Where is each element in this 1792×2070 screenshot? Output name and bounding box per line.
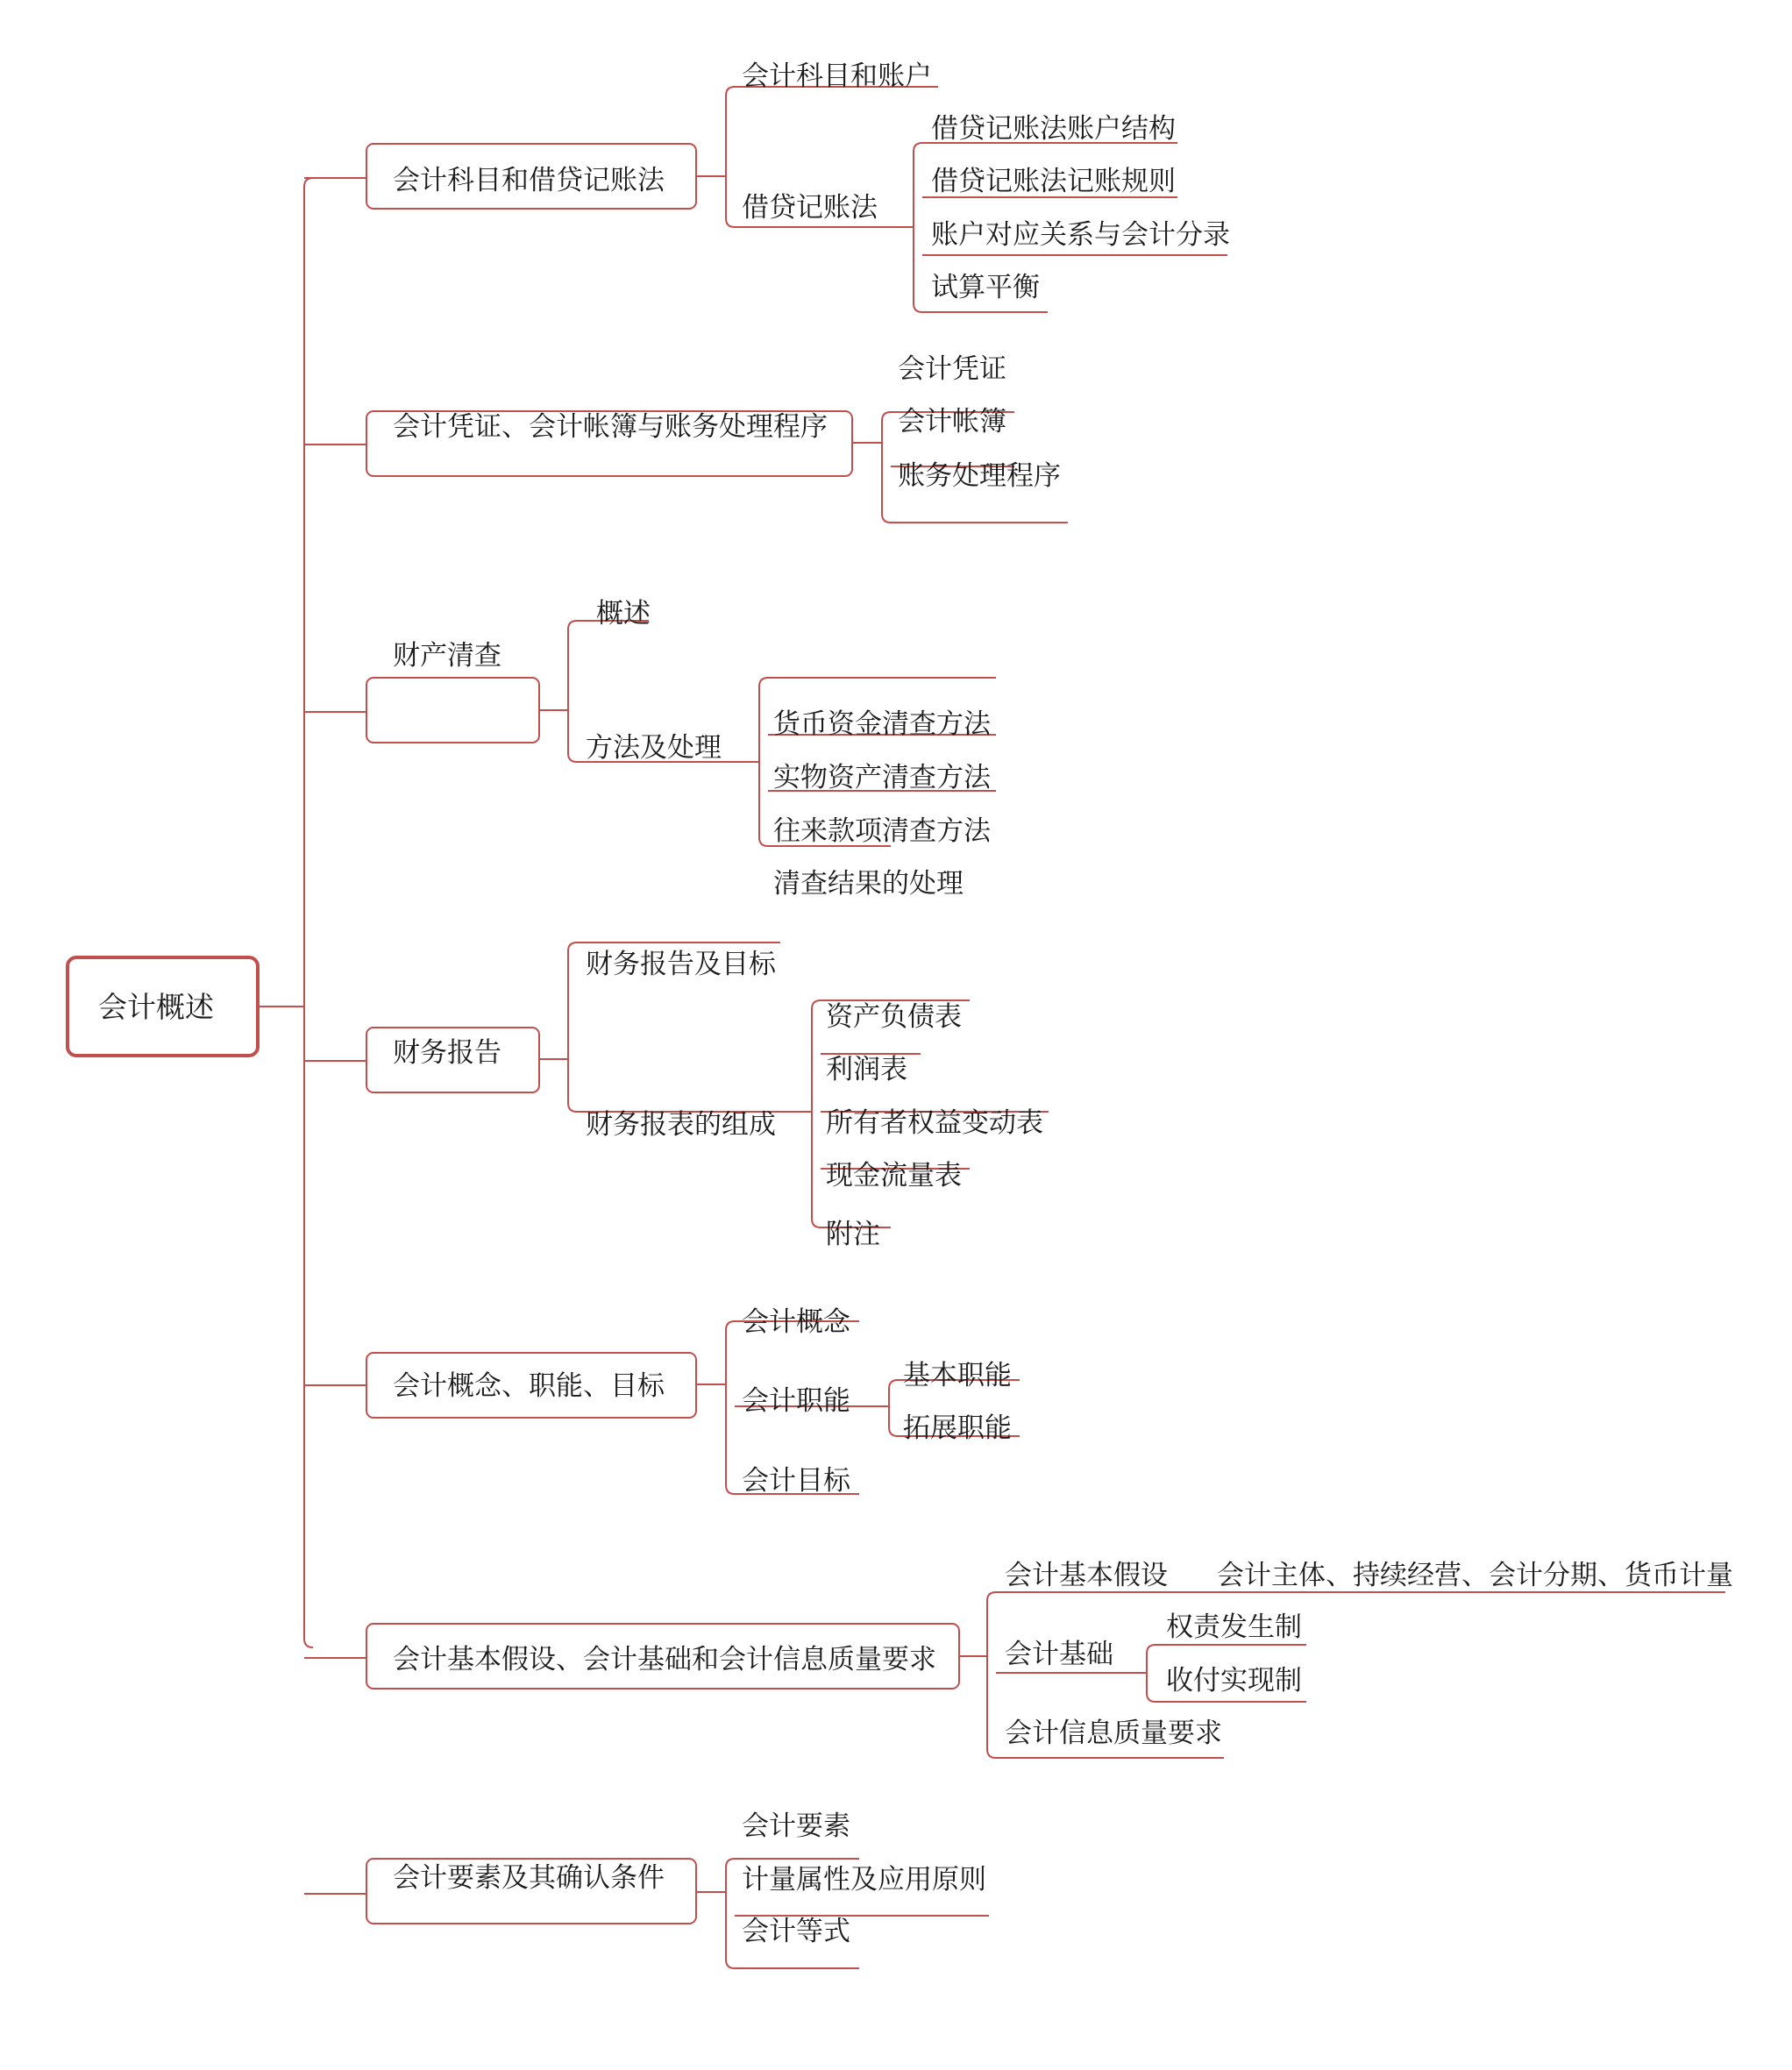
branch-node-label[interactable]: 财产清查 [393, 640, 501, 672]
branch-node-label[interactable]: 会计要素及其确认条件 [393, 1862, 665, 1894]
connector-line [726, 1859, 735, 1968]
topic-label[interactable]: 会计科目和账户 [742, 60, 932, 92]
subtopic-label[interactable]: 借贷记账法记账规则 [931, 166, 1176, 197]
branch-node-label[interactable]: 会计凭证、会计帐簿与账务处理程序 [393, 411, 828, 443]
subtopic-label[interactable]: 清查结果的处理 [773, 868, 964, 900]
subtopic-label[interactable]: 往来款项清查方法 [773, 815, 991, 847]
root-node-label[interactable]: 会计概述 [98, 990, 214, 1024]
subtopic-label[interactable]: 现金流量表 [826, 1160, 962, 1191]
connector-line [568, 943, 577, 1112]
subtopic-label[interactable]: 试算平衡 [931, 272, 1040, 303]
topic-label[interactable]: 借贷记账法 [742, 192, 878, 224]
subtopic-label[interactable]: 收付实现制 [1166, 1665, 1302, 1697]
connector-line [726, 1321, 735, 1494]
topic-label[interactable]: 财务报告及目标 [586, 949, 776, 980]
branch-node-label[interactable]: 财务报告 [393, 1037, 501, 1069]
subtopic-label[interactable]: 拓展职能 [903, 1412, 1012, 1444]
subtopic-label[interactable]: 附注 [826, 1219, 880, 1250]
subtopic-label[interactable]: 基本职能 [903, 1360, 1012, 1391]
connector-line [882, 412, 891, 523]
branch-node-box [366, 678, 539, 743]
subtopic-label[interactable]: 利润表 [826, 1054, 907, 1085]
subtopic-label[interactable]: 会计主体、持续经营、会计分期、货币计量 [1217, 1560, 1733, 1591]
topic-label[interactable]: 会计帐簿 [898, 406, 1006, 437]
topic-label[interactable]: 会计基本假设 [1005, 1560, 1168, 1591]
topic-label[interactable]: 计量属性及应用原则 [742, 1864, 986, 1896]
topic-label[interactable]: 会计目标 [742, 1465, 850, 1497]
connector-line [759, 678, 768, 846]
topic-label[interactable]: 会计要素 [742, 1810, 850, 1842]
connector-line [1147, 1645, 1156, 1702]
branch-node-label[interactable]: 会计基本假设、会计基础和会计信息质量要求 [393, 1644, 936, 1675]
topic-label[interactable]: 概述 [596, 598, 651, 630]
topic-label[interactable]: 账务处理程序 [898, 460, 1061, 492]
connector-line [568, 621, 577, 762]
subtopic-label[interactable]: 账户对应关系与会计分录 [931, 219, 1230, 251]
connector-line [987, 1592, 996, 1758]
subtopic-label[interactable]: 所有者权益变动表 [826, 1107, 1043, 1139]
topic-label[interactable]: 会计基础 [1005, 1639, 1113, 1670]
topic-label[interactable]: 方法及处理 [586, 732, 722, 764]
topic-label[interactable]: 财务报表的组成 [586, 1109, 776, 1141]
topic-label[interactable]: 会计信息质量要求 [1005, 1718, 1222, 1749]
connector-line [726, 87, 735, 227]
topic-label[interactable]: 会计等式 [742, 1916, 850, 1947]
branch-node-label[interactable]: 会计概念、职能、目标 [393, 1370, 665, 1402]
connector-line [889, 1380, 898, 1436]
branch-node-label[interactable]: 会计科目和借贷记账法 [393, 165, 665, 196]
subtopic-label[interactable]: 借贷记账法账户结构 [931, 113, 1176, 145]
subtopic-label[interactable]: 实物资产清查方法 [773, 762, 991, 793]
subtopic-label[interactable]: 货币资金清查方法 [773, 708, 991, 740]
subtopic-label[interactable]: 权责发生制 [1166, 1611, 1302, 1643]
connector-line [914, 143, 922, 312]
subtopic-label[interactable]: 资产负债表 [826, 1001, 962, 1033]
connector-line [304, 178, 313, 1647]
topic-label[interactable]: 会计概念 [742, 1306, 850, 1338]
topic-label[interactable]: 会计凭证 [898, 353, 1006, 385]
topic-label[interactable]: 会计职能 [742, 1385, 850, 1417]
connector-line [812, 1000, 821, 1227]
